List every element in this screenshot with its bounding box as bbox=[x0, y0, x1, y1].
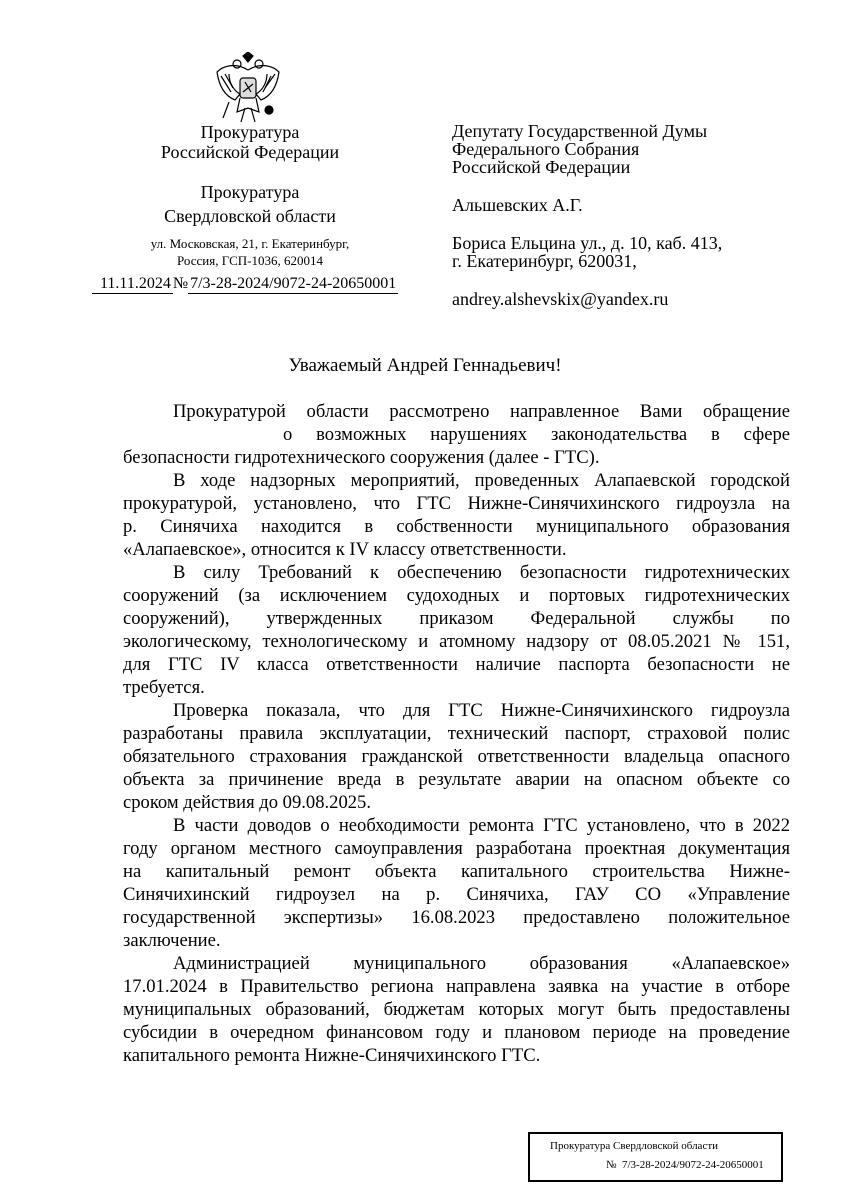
address-line: Россия, ГСП-1036, 620014 bbox=[177, 253, 323, 268]
paragraph-line: разработаны правила эксплуатации, технический паспорт, страховой полис bbox=[123, 723, 790, 744]
paragraph-line: на капитальный ремонт объекта капитального строительства Нижне- bbox=[123, 861, 790, 882]
org-line: Российской Федерации bbox=[160, 142, 340, 162]
recipient-title: Депутату Государственной Думы bbox=[452, 121, 708, 141]
paragraph-line: 17.01.2024 в Правительство региона направлена заявка на участие в отборе bbox=[123, 976, 790, 997]
paragraph-line: «Алапаевское», относится к IV классу ответственности. bbox=[123, 539, 567, 560]
outgoing-date: 11.11.2024 bbox=[92, 275, 173, 294]
stamp-number: 7/3-28-2024/9072-24-20650001 bbox=[622, 1159, 764, 1171]
paragraph bbox=[123, 952, 790, 1067]
sub-org-line: Прокуратура bbox=[200, 182, 300, 202]
paragraph-line: В силу Требований к обеспечению безопасности гидротехнических bbox=[173, 562, 790, 583]
letter-body bbox=[123, 400, 790, 1067]
paragraph-line: сроком действия до 09.08.2025. bbox=[123, 792, 371, 813]
address-line: ул. Московская, 21, г. Екатеринбург, bbox=[150, 236, 350, 251]
paragraph-line: объекта за причинение вреда в результате аварии на опасном объекте со bbox=[123, 769, 790, 790]
recipient-email: andrey.alshevskix@yandex.ru bbox=[452, 289, 669, 309]
paragraph bbox=[123, 561, 790, 699]
paragraph-line: о возможных нарушениях законодательства в сфере bbox=[283, 424, 790, 445]
recipient-title: Федерального Собрания bbox=[452, 139, 640, 159]
registration-stamp bbox=[528, 1132, 783, 1182]
paragraph-line: сооружений), утвержденных приказом Федеральной службы по bbox=[123, 608, 790, 629]
sub-org-name bbox=[120, 180, 380, 228]
coat-of-arms-emblem bbox=[215, 52, 281, 124]
greeting: Уважаемый Андрей Геннадьевич! bbox=[288, 355, 562, 376]
stamp-number-line bbox=[606, 1159, 764, 1171]
paragraph-line: требуется. bbox=[123, 677, 205, 698]
outgoing-number: 7/3-28-2024/9072-24-20650001 bbox=[190, 275, 397, 292]
paragraph-line: сооружений (за исключением судоходных и портовых гидротехнических bbox=[123, 585, 790, 606]
recipient-title: Российской Федерации bbox=[452, 157, 631, 177]
stamp-number-sign: № bbox=[606, 1159, 617, 1171]
org-line: Прокуратура bbox=[200, 122, 300, 142]
paragraph-line: году органом местного самоуправления разработана проектная документация bbox=[123, 838, 790, 859]
paragraph bbox=[123, 400, 790, 469]
paragraph-line: Администрацией муниципального образования «Алапаевское» bbox=[173, 953, 790, 974]
paragraph-line: прокуратурой, установлено, что ГТС Нижне-Синячихинского гидроузла на bbox=[123, 493, 790, 514]
paragraph bbox=[123, 469, 790, 561]
paragraph-line: экологическому, технологическому и атомному надзору от 08.05.2021 № 151, bbox=[123, 631, 790, 652]
paragraph-line: капитального ремонта Нижне-Синячихинского ГТС. bbox=[123, 1045, 541, 1066]
paragraph-line: государственной экспертизы» 16.08.2023 предоставлено положительное bbox=[123, 907, 790, 928]
paragraph-line: Прокуратурой области рассмотрено направленное Вами обращение bbox=[173, 401, 790, 422]
recipient-block bbox=[452, 122, 722, 308]
paragraph-line: В ходе надзорных мероприятий, проведенных Алапаевской городской bbox=[173, 470, 790, 491]
recipient-address: г. Екатеринбург, 620031, bbox=[452, 251, 637, 271]
number-sign: № bbox=[172, 275, 189, 292]
paragraph bbox=[123, 699, 790, 814]
recipient-address: Бориса Ельцина ул., д. 10, каб. 413, bbox=[452, 233, 723, 253]
paragraph-line: Синячихинский гидроузел на р. Синячиха, ГАУ СО «Управление bbox=[123, 884, 790, 905]
stamp-org: Прокуратура Свердловской области bbox=[550, 1140, 719, 1152]
paragraph-line: субсидии в очередном финансовом году и плановом периоде на проведение bbox=[123, 1022, 790, 1043]
org-name bbox=[120, 122, 380, 162]
paragraph-line: обязательного страхования гражданской ответственности владельца опасного bbox=[123, 746, 790, 767]
paragraph-line: р. Синячиха находится в собственности муниципального образования bbox=[123, 516, 790, 537]
sub-org-line: Свердловской области bbox=[164, 206, 336, 226]
recipient-name: Альшевских А.Г. bbox=[452, 195, 583, 215]
paragraph-line: В части доводов о необходимости ремонта ГТС установлено, что в 2022 bbox=[173, 815, 790, 836]
paragraph-line: заключение. bbox=[123, 930, 221, 951]
paragraph bbox=[123, 814, 790, 952]
outgoing-reference bbox=[92, 275, 398, 294]
org-address bbox=[120, 235, 380, 269]
paragraph-line: безопасности гидротехнического сооружения (далее - ГТС). bbox=[123, 447, 600, 468]
paragraph-line: Проверка показала, что для ГТС Нижне-Синячихинского гидроузла bbox=[173, 700, 790, 721]
paragraph-line: для ГТС IV класса ответственности наличие паспорта безопасности не bbox=[123, 654, 790, 675]
paragraph-line: муниципальных образований, бюджетам которых могут быть предоставлены bbox=[123, 999, 790, 1020]
